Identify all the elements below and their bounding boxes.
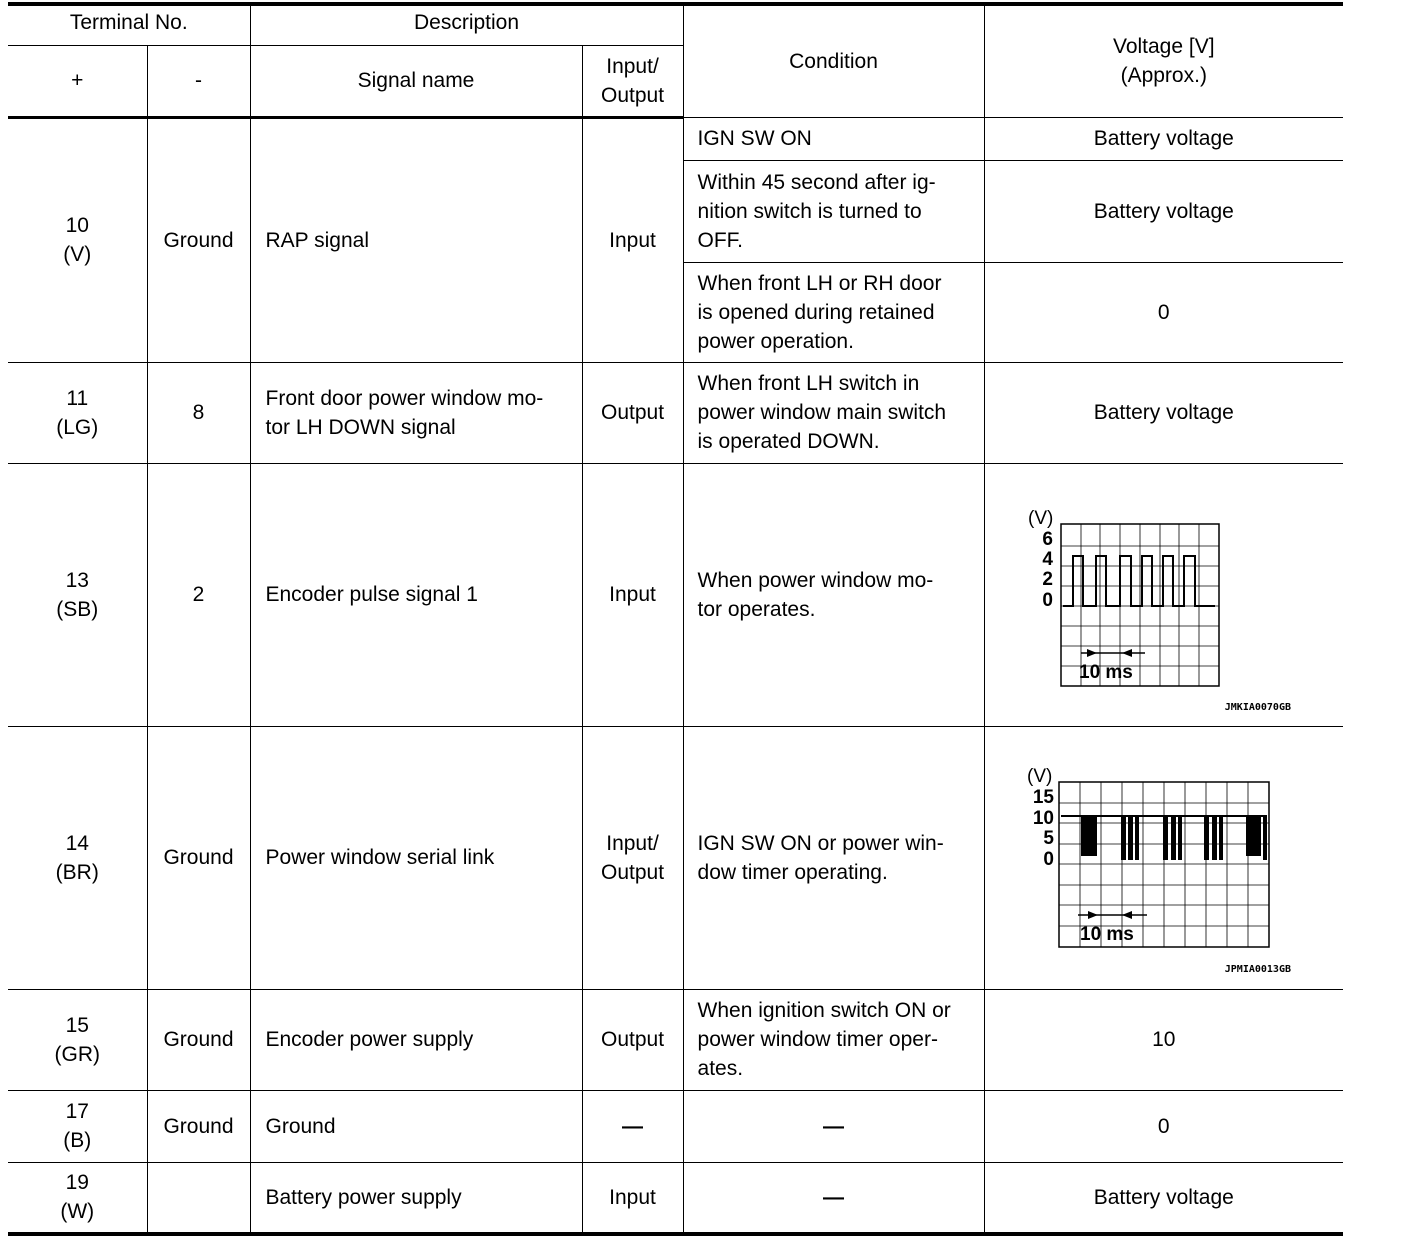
terminal-number: 13 [65,568,89,592]
voltage-cell: Battery voltage [984,362,1343,463]
io-value [582,726,683,989]
condition-line: ates. [697,1057,744,1080]
condition-line: is opened during retained [697,300,935,324]
time-scale-label: 10 ms [1079,923,1134,945]
terminal-minus [147,1162,250,1234]
terminal-number: 15 [65,1013,89,1037]
y-tick-label: 6 [1041,528,1053,550]
description-header: Description [250,4,683,45]
io-value: Input [582,117,683,362]
waveform-cell [984,726,1343,989]
condition-line: Within 45 second after ig- [697,170,936,194]
io-value: Input [582,463,683,726]
terminal-plus [8,726,147,989]
condition-cell: — [683,1162,984,1234]
voltage-header-line1: Voltage [V] [1112,35,1215,59]
condition-cell [683,362,984,463]
figure-code: JPMIA0013GB [1224,963,1291,975]
condition-line: tor operates. [697,597,816,621]
table-row [8,1162,1343,1234]
signal-name: Encoder pulse signal 1 [250,463,582,726]
condition-cell [683,160,984,262]
plus-header: + [8,45,147,117]
wire-color: (V) [63,243,92,266]
signal-name: Ground [250,1090,582,1162]
y-tick-label: 15 [1032,786,1054,808]
wire-color: (LG) [56,415,99,439]
terminal-plus [8,1162,147,1234]
serial-link-waveform [985,729,1343,987]
condition-cell: IGN SW ON [683,117,984,160]
signal-line: Front door power window mo- [265,386,544,410]
arrow-right-icon [1088,911,1098,919]
header-row-1 [8,4,1343,45]
arrow-right-icon [1087,649,1097,657]
table-row [8,463,1343,726]
wire-color: (BR) [55,860,99,884]
voltage-cell: Battery voltage [984,1162,1343,1234]
terminal-minus: Ground [147,726,250,989]
condition-cell: — [683,1090,984,1162]
condition-line: dow timer operating. [697,860,888,884]
condition-line: nition switch is turned to [697,199,922,223]
wire-color: (GR) [54,1042,100,1066]
condition-line: power window main switch [697,401,947,424]
condition-cell [683,463,984,726]
table-row [8,362,1343,463]
terminal-number: 11 [66,386,89,410]
io-value: Output [582,362,683,463]
minus-header: - [147,45,250,117]
y-tick-label: 0 [1042,848,1054,870]
scope-grid [1059,782,1269,947]
condition-cell [683,726,984,989]
terminal-no-header: Terminal No. [8,4,250,45]
terminal-number: 17 [65,1100,89,1123]
signal-line: tor LH DOWN signal [265,415,456,439]
terminal-minus: Ground [147,117,250,362]
encoder-pulse-waveform [985,466,1343,724]
wire-color: (B) [63,1129,92,1152]
signal-name: Encoder power supply [250,989,582,1090]
table-row [8,726,1343,989]
condition-cell [683,989,984,1090]
signal-name-header: Signal name [250,45,582,117]
signal-name: RAP signal [250,117,582,362]
waveform-unit: (V) [1026,765,1052,787]
figure-code: JMKIA0070GB [1224,701,1291,713]
terminal-plus [8,989,147,1090]
condition-line: OFF. [697,228,744,252]
voltage-header [984,4,1343,117]
table-row [8,989,1343,1090]
condition-line: is operated DOWN. [697,430,880,453]
voltage-cell: 0 [984,1090,1343,1162]
terminal-plus [8,362,147,463]
io-header [582,45,683,117]
terminal-minus: Ground [147,1090,250,1162]
condition-line: When power window mo- [697,568,934,592]
voltage-header-line2: (Approx.) [1120,64,1207,88]
y-tick-label: 10 [1032,807,1054,829]
terminal-number: 19 [65,1171,89,1195]
pulse-trace [1063,556,1215,606]
signal-name: Battery power supply [250,1162,582,1234]
terminal-minus: 2 [147,463,250,726]
y-tick-label: 5 [1042,827,1054,849]
voltage-cell: Battery voltage [984,117,1343,160]
voltage-cell: 0 [984,262,1343,362]
time-scale-label: 10 ms [1078,661,1133,683]
io-line: Output [600,860,665,884]
condition-line: IGN SW ON or power win- [697,831,944,855]
io-header-line1: Input/ [606,54,659,78]
io-value: Output [582,989,683,1090]
terminal-table [8,2,1343,1236]
io-header-line2: Output [600,83,665,107]
terminal-number: 14 [65,831,89,855]
condition-line: When ignition switch ON or [697,999,951,1022]
y-tick-label: 0 [1041,589,1053,611]
condition-line: power operation. [697,329,854,353]
terminal-plus [8,463,147,726]
terminal-number: 10 [65,214,89,237]
voltage-cell: 10 [984,989,1343,1090]
waveform-cell [984,463,1343,726]
wire-color: (SB) [56,597,99,621]
terminal-plus [8,117,147,362]
arrow-left-icon [1122,911,1132,919]
wire-color: (W) [60,1200,95,1224]
terminal-minus: Ground [147,989,250,1090]
arrow-left-icon [1122,649,1132,657]
signal-name [250,362,582,463]
table-row [8,117,1343,160]
io-line: Input/ [606,831,659,855]
condition-line: When front LH switch in [697,372,920,395]
condition-line: power window timer oper- [697,1028,938,1051]
terminal-plus [8,1090,147,1162]
y-tick-label: 4 [1041,548,1053,570]
condition-cell [683,262,984,362]
table-row [8,1090,1343,1162]
condition-line: When front LH or RH door [697,271,942,295]
waveform-unit: (V) [1027,507,1053,529]
terminal-minus: 8 [147,362,250,463]
io-value: Input [582,1162,683,1234]
signal-name: Power window serial link [250,726,582,989]
y-tick-label: 2 [1041,568,1053,590]
condition-header: Condition [683,4,984,117]
voltage-cell: Battery voltage [984,160,1343,262]
burst-trace [1081,816,1267,860]
io-value: — [582,1090,683,1162]
